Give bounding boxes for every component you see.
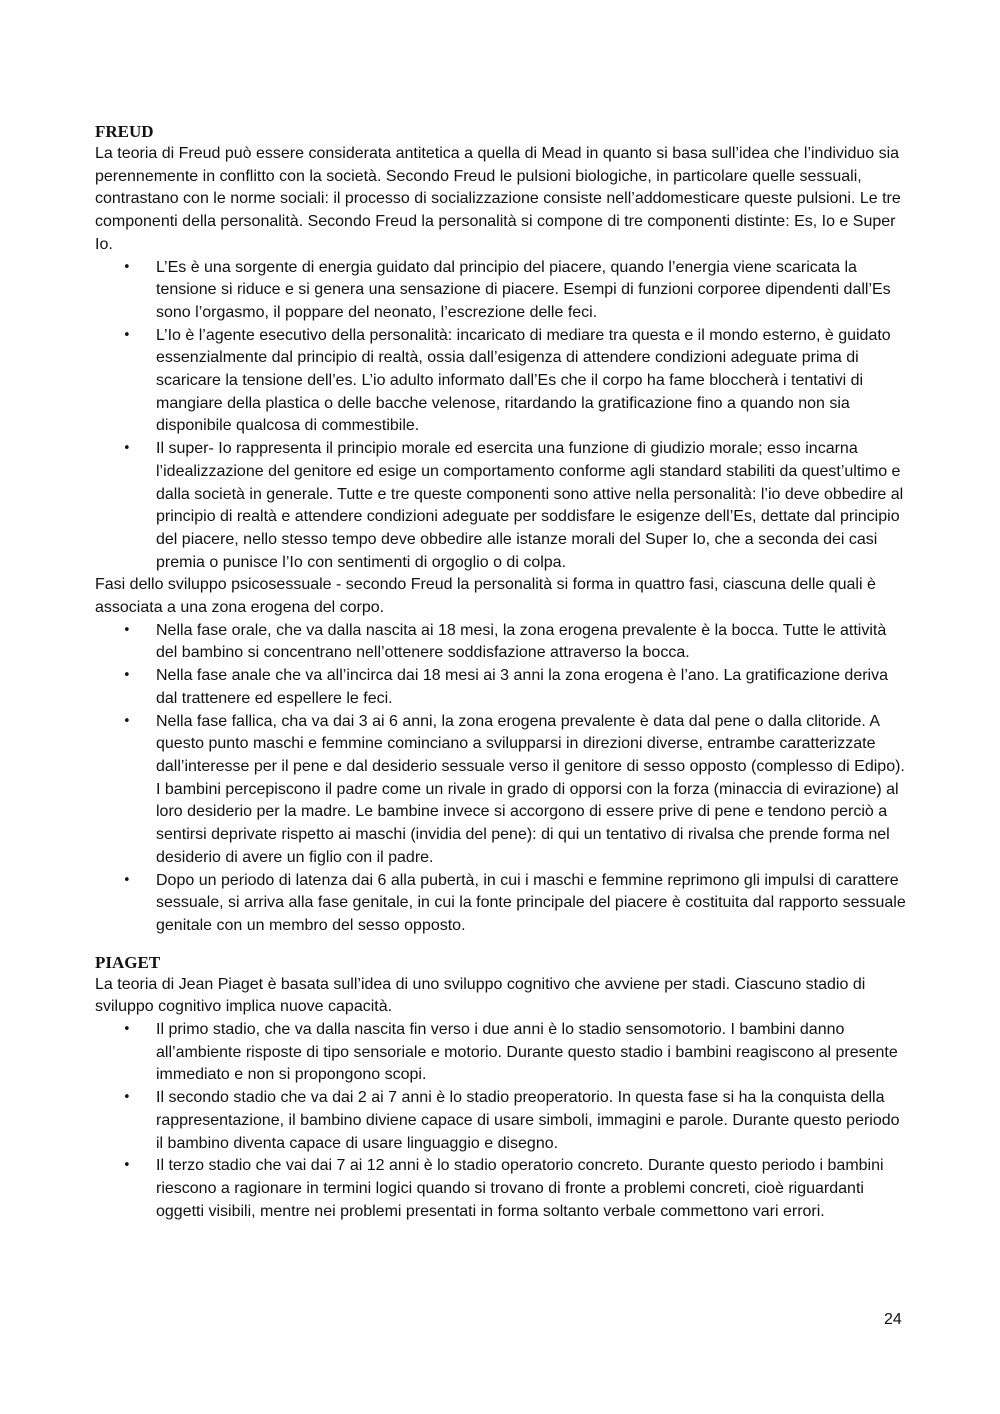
list-item bbox=[123, 1087, 907, 1155]
bullet-icon: • bbox=[123, 872, 131, 888]
bullet-icon: • bbox=[123, 259, 131, 275]
document-page bbox=[95, 119, 907, 1223]
bullet-icon: • bbox=[123, 668, 131, 684]
bullet-icon: • bbox=[123, 441, 131, 457]
freud-phases-intro: Fasi dello sviluppo psicosessuale - secondo Freud la personalità si forma in quattro fasi, ciascuna delle quali è associata a una zona erogena del corpo. bbox=[95, 576, 876, 617]
list-item bbox=[123, 1019, 907, 1087]
freud-intro: La teoria di Freud può essere considerata antitetica a quella di Mead in quanto si basa sull’idea che l’individuo sia perennemente in conflitto con la società. Secondo Freud le pulsioni biologiche, in particolare quelle sessuali, contrastano con le norme sociali: il processo di socializzazione consiste nell’addomesticare queste pulsioni. Le tre componenti della personalità. Secondo Freud la personalità si compone di tre componenti distinte: Es, Io e Super Io. bbox=[95, 145, 901, 253]
list-item-text: Il super- Io rappresenta il principio morale ed esercita una funzione di giudizio morale; esso incarna l’idealizzazione del genitore ed esige un comportamento conforme agli standard stabiliti da quest’ultimo e dalla società in generale. Tutte e tre queste componenti sono attive nella personalità: l’io deve obbedire al principio di realtà e attendere condizioni adeguate per soddisfare le esigenze dell’Es, dettate dal principio del piacere, nello stesso tempo deve obbedire alle istanze morali del Super Io, che a seconda dei casi premia o punisce l’Io con sentimenti di orgoglio o di colpa. bbox=[156, 440, 904, 571]
list-item-text: Nella fase fallica, cha va dai 3 ai 6 anni, la zona erogena prevalente è data dal pene o dalla clitoride. A questo punto maschi e femmine cominciano a svilupparsi in direzioni diverse, entrambe caratterizzate dall’interesse per il pene e dal desiderio sessuale verso il genitore di sesso opposto (complesso di Edipo). I bambini percepiscono il padre come un rivale in grado di opporsi con la forza (minaccia di evirazione) al loro desiderio per la madre. Le bambine invece si accorgono di essere prive di pene e tendono perciò a sentirsi deprivate rispetto ai maschi (invidia del pene): di qui un tentativo di rivalsa che prende forma nel desiderio di avere un figlio con il padre. bbox=[156, 712, 905, 866]
piaget-stages-list bbox=[95, 1019, 907, 1223]
list-item bbox=[123, 257, 907, 325]
list-item-text: Il secondo stadio che va dai 2 ai 7 anni è lo stadio preoperatorio. In questa fase si ha la conquista della rappresentazione, il bambino diviene capace di usare simboli, immagini e parole. Durante questo periodo il bambino diventa capace di usare linguaggio e disegno. bbox=[156, 1089, 900, 1152]
list-item-text: L’Io è l’agente esecutivo della personalità: incaricato di mediare tra questa e il mondo esterno, è guidato essenzialmente dal principio di realtà, ossia dall’esigenza di attendere condizioni adeguate prima di scaricare la tensione dell’es. L’io adulto informato dall’Es che il corpo ha fame bloccherà i tentativi di mangiare della plastica o delle bacche velenose, ritardando la gratificazione fino a quando non sia disponibile qualcosa di commestibile. bbox=[156, 326, 891, 435]
list-item bbox=[123, 870, 907, 938]
list-item bbox=[123, 665, 907, 710]
bullet-icon: • bbox=[123, 1090, 131, 1106]
freud-heading: FREUD bbox=[95, 122, 154, 141]
bullet-icon: • bbox=[123, 1022, 131, 1038]
list-item bbox=[123, 1155, 907, 1223]
list-item bbox=[123, 711, 907, 870]
list-item bbox=[123, 325, 907, 439]
list-item-text: Il primo stadio, che va dalla nascita fin verso i due anni è lo stadio sensomotorio. I bambini danno all’ambiente risposte di tipo sensoriale e motorio. Durante questo stadio i bambini reagiscono al presente immediato e non si propongono scopi. bbox=[156, 1021, 898, 1084]
bullet-icon: • bbox=[123, 327, 131, 343]
freud-components-list bbox=[95, 257, 907, 575]
piaget-heading: PIAGET bbox=[95, 952, 161, 972]
list-item-text: Nella fase anale che va all’incirca dai 18 mesi ai 3 anni la zona erogena è l’ano. La gratificazione deriva dal trattenere ed espellere le feci. bbox=[156, 667, 888, 707]
list-item-text: Nella fase orale, che va dalla nascita ai 18 mesi, la zona erogena prevalente è la bocca. Tutte le attività del bambino si concentrano nell’ottenere soddisfazione attraverso la bocca. bbox=[156, 621, 887, 662]
list-item-text: L’Es è una sorgente di energia guidato dal principio del piacere, quando l’energia viene scaricata la tensione si riduce e si genera una sensazione di piacere. Esempi di funzioni corporee dipendenti dall’Es sono l’orgasmo, il poppare del neonato, l’escrezione delle feci. bbox=[156, 258, 891, 321]
page-number: 24 bbox=[884, 1311, 902, 1328]
list-item bbox=[123, 620, 907, 665]
freud-phases-list bbox=[95, 620, 907, 938]
bullet-icon: • bbox=[123, 1158, 131, 1174]
bullet-icon: • bbox=[123, 713, 131, 729]
piaget-intro: La teoria di Jean Piaget è basata sull’idea di uno sviluppo cognitivo che avviene per stadi. Ciascuno stadio di sviluppo cognitivo implica nuove capacità. bbox=[95, 975, 866, 1016]
list-item bbox=[123, 438, 907, 574]
bullet-icon: • bbox=[123, 622, 131, 638]
list-item-text: Il terzo stadio che vai dai 7 ai 12 anni è lo stadio operatorio concreto. Durante questo periodo i bambini riescono a ragionare in termini logici quando si trovano di fronte a problemi concreti, cioè riguardanti oggetti visibili, mentre nei problemi presentati in forma soltanto verbale commettono vari errori. bbox=[156, 1157, 884, 1220]
list-item-text: Dopo un periodo di latenza dai 6 alla pubertà, in cui i maschi e femmine reprimono gli impulsi di carattere sessuale, si arriva alla fase genitale, in cui la fonte principale del piacere è costituita dal rapporto sessuale genitale con un membro del sesso opposto. bbox=[156, 871, 906, 934]
